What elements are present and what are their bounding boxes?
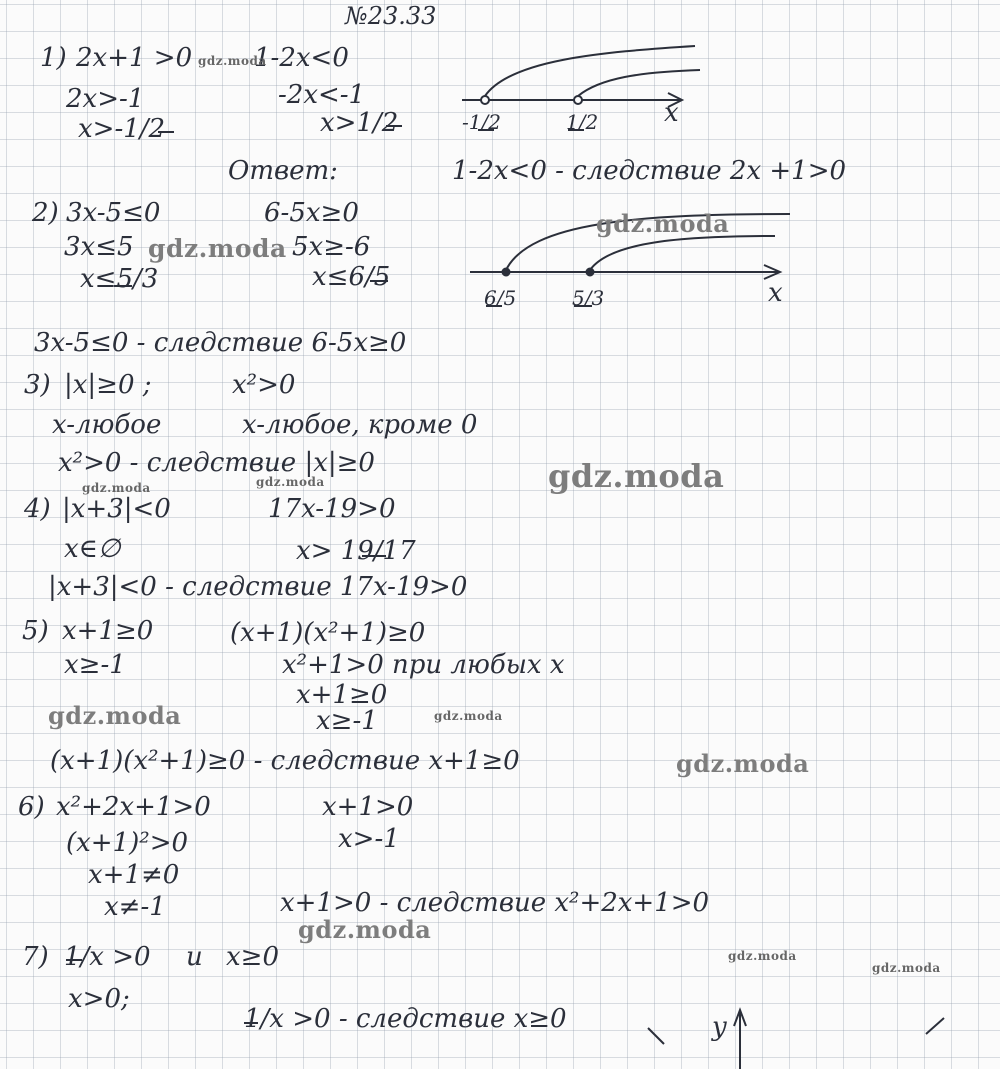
p1-number: 1) [40,43,67,73]
p2-axis-label-right: 5/3 [572,286,605,310]
p2-arc-right [590,236,775,270]
watermark: gdz.moda [82,481,151,495]
watermark: gdz.moda [872,961,941,975]
p5-conclusion: (x+1)(x²+1)≥0 - следствие x+1≥0 [50,746,520,776]
p6-conclusion: x+1>0 - следствие x²+2x+1>0 [280,888,710,918]
p5-ineq-a2: x≥-1 [64,650,126,680]
p4-conclusion: |x+3|<0 - следствие 17x-19>0 [48,572,468,602]
p1-axis-label-left: -1/2 [462,110,501,134]
p1-ineq-b3: x>1/2 [320,108,399,138]
p2-conclusion: 3x-5≤0 - следствие 6-5x≥0 [34,328,407,358]
p7-ineq-a1: 1/x >0 [64,942,151,972]
p5-ineq-b4: x≥-1 [316,706,378,736]
p3-ineq-a2: x-любое [52,410,162,440]
p7-ineq-a2: x>0; [68,984,130,1014]
p1-answer: 1-2x<0 - следствие 2x +1>0 [452,156,847,186]
p7-graph-stroke [648,1028,664,1044]
p6-number: 6) [18,792,45,822]
watermark: gdz.moda [548,457,725,495]
p1-ineq-b1: 1-2x<0 [254,43,349,73]
p6-ineq-a2: (x+1)²>0 [66,828,189,858]
p5-ineq-a1: x+1≥0 [62,616,154,646]
watermark: gdz.moda [198,54,267,68]
p1-axis-label-right: 1/2 [566,110,599,134]
p2-ineq-b1: 6-5x≥0 [264,198,359,228]
p4-ineq-a2: x∈∅ [64,534,121,564]
p7-conclusion: 1/x >0 - следствие x≥0 [244,1004,567,1034]
p1-arc-right [578,70,700,96]
p1-point-right [574,96,582,104]
p1-answer-label: Ответ: [228,156,338,186]
p2-ineq-a1: 3x-5≤0 [66,198,161,228]
p2-ineq-b3: x≤6/5 [312,262,391,292]
watermark: gdz.moda [148,234,287,263]
p3-conclusion: x²>0 - следствие |x|≥0 [58,448,375,478]
p7-and: и [186,942,203,972]
p7-y-label: y [712,1012,727,1042]
p4-ineq-b2: x> 19/17 [296,536,416,566]
p6-ineq-b1: x+1>0 [322,792,414,822]
p1-axis-label-x: x [664,98,679,128]
p6-ineq-b2: x>-1 [338,824,400,854]
p7-ineq-b1: x≥0 [226,942,279,972]
p3-number: 3) [24,370,51,400]
watermark: gdz.moda [728,949,797,963]
p2-axis-label-x: x [768,278,783,308]
p2-number: 2) [32,198,59,228]
p2-ineq-b2: 5x≥-6 [292,232,371,262]
p3-ineq-b1: x²>0 [232,370,296,400]
watermark: gdz.moda [48,701,182,730]
p2-ineq-a2: 3x≤5 [64,232,134,262]
p4-number: 4) [24,494,51,524]
p7-number: 7) [22,942,49,972]
p4-ineq-b1: 17x-19>0 [268,494,396,524]
p1-ineq-a1: 2x+1 >0 [76,43,193,73]
p6-ineq-a3: x+1≠0 [88,860,180,890]
p1-ineq-a2: 2x>-1 [66,84,145,114]
p1-ineq-b2: -2x<-1 [278,80,366,110]
p5-ineq-b2: x²+1>0 при любых x [282,650,565,680]
watermark: gdz.moda [298,915,432,944]
watermark: gdz.moda [676,749,810,778]
p2-axis-label-left: 6/5 [484,286,517,310]
watermark: gdz.moda [596,209,730,238]
p6-ineq-a1: x²+2x+1>0 [56,792,211,822]
p6-ineq-a4: x≠-1 [104,892,166,922]
p5-ineq-b1: (x+1)(x²+1)≥0 [230,618,426,648]
p5-number: 5) [22,616,49,646]
problem-number-title: №23.33 [345,2,437,30]
p1-ineq-a3: x>-1/2 [78,114,166,144]
p4-ineq-a1: |x+3|<0 [62,494,171,524]
watermark: gdz.moda [434,709,503,723]
p1-point-left [481,96,489,104]
p5-ineq-b3: x+1≥0 [296,680,388,710]
p3-ineq-b2: x-любое, кроме 0 [242,410,478,440]
p3-ineq-a1: |x|≥0 ; [64,370,152,400]
p2-ineq-a3: x≤5/3 [80,264,159,294]
p7-graph-stroke-right [926,1018,944,1034]
watermark: gdz.moda [256,475,325,489]
